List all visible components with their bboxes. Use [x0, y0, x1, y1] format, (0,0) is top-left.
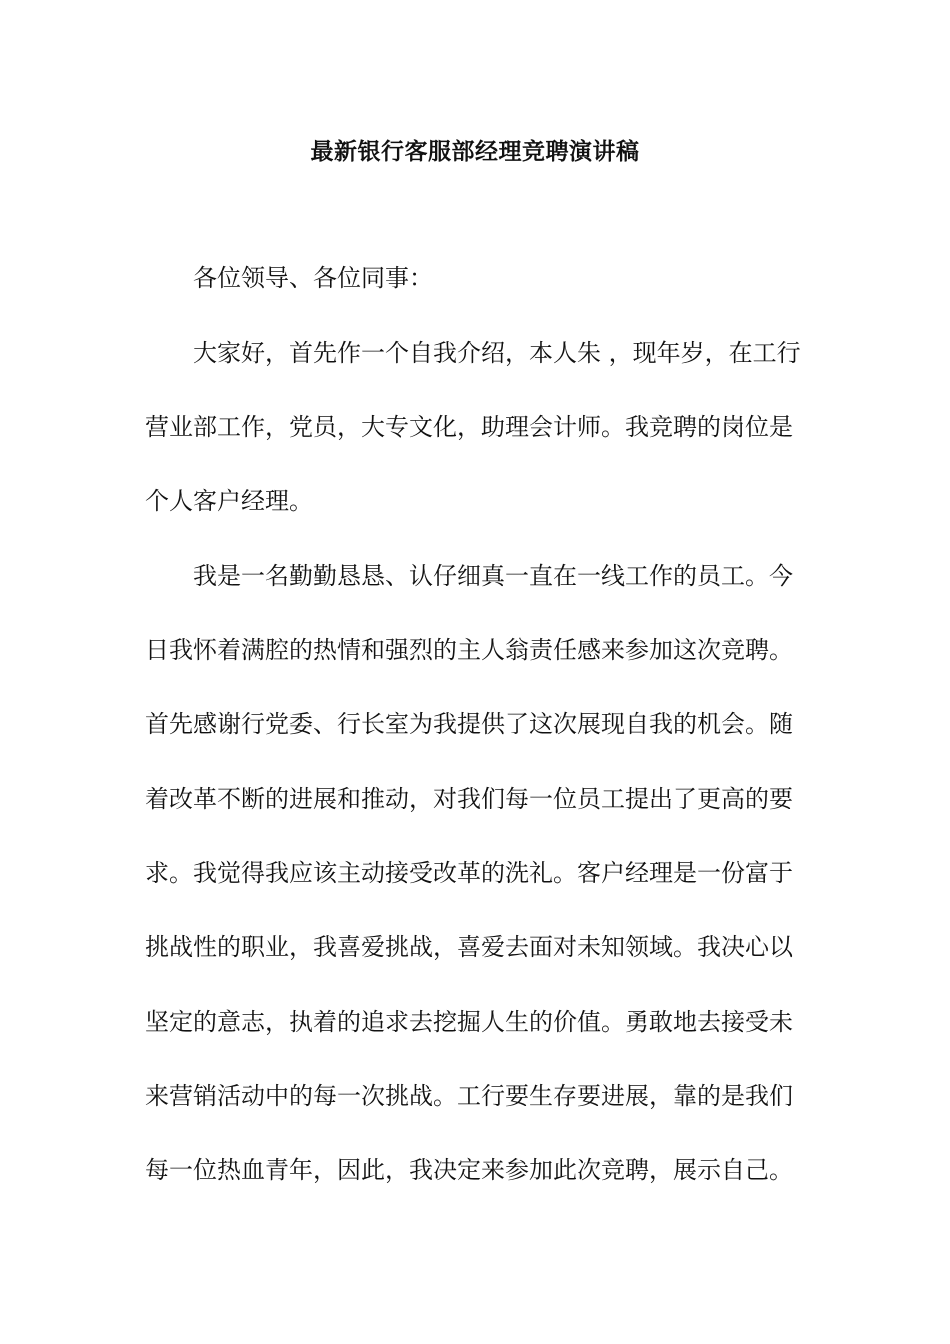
- paragraph-2-line-5: 求。我觉得我应该主动接受改革的洗礼。客户经理是一份富于: [145, 859, 793, 887]
- document-title: 最新银行客服部经理竞聘演讲稿: [310, 138, 640, 165]
- paragraph-2-line-6: 挑战性的职业，我喜爱挑战，喜爱去面对未知领域。我决心以: [145, 933, 793, 961]
- paragraph-2-line-7: 坚定的意志，执着的追求去挖掘人生的价值。勇敢地去接受未: [145, 1008, 793, 1036]
- paragraph-2-line-4: 着改革不断的进展和推动，对我们每一位员工提出了更高的要: [145, 785, 793, 813]
- paragraph-2-line-1: 我是一名勤勤恳恳、认仔细真一直在一线工作的员工。今: [193, 562, 793, 590]
- paragraph-1-line-3: 个人客户经理。: [145, 487, 313, 515]
- paragraph-2-line-3: 首先感谢行党委、行长室为我提供了这次展现自我的机会。随: [145, 710, 793, 738]
- paragraph-1-line-2: 营业部工作，党员，大专文化，助理会计师。我竞聘的岗位是: [145, 413, 793, 441]
- paragraph-1-line-1: 大家好，首先作一个自我介绍，本人朱 ，现年岁，在工行: [193, 339, 801, 367]
- paragraph-2-line-2: 日我怀着满腔的热情和强烈的主人翁责任感来参加这次竞聘。: [145, 636, 793, 664]
- paragraph-2-line-8: 来营销活动中的每一次挑战。工行要生存要进展，靠的是我们: [145, 1082, 793, 1110]
- salutation-line: 各位领导、各位同事：: [193, 264, 433, 292]
- paragraph-2-line-9: 每一位热血青年，因此，我决定来参加此次竞聘，展示自己。: [145, 1156, 793, 1184]
